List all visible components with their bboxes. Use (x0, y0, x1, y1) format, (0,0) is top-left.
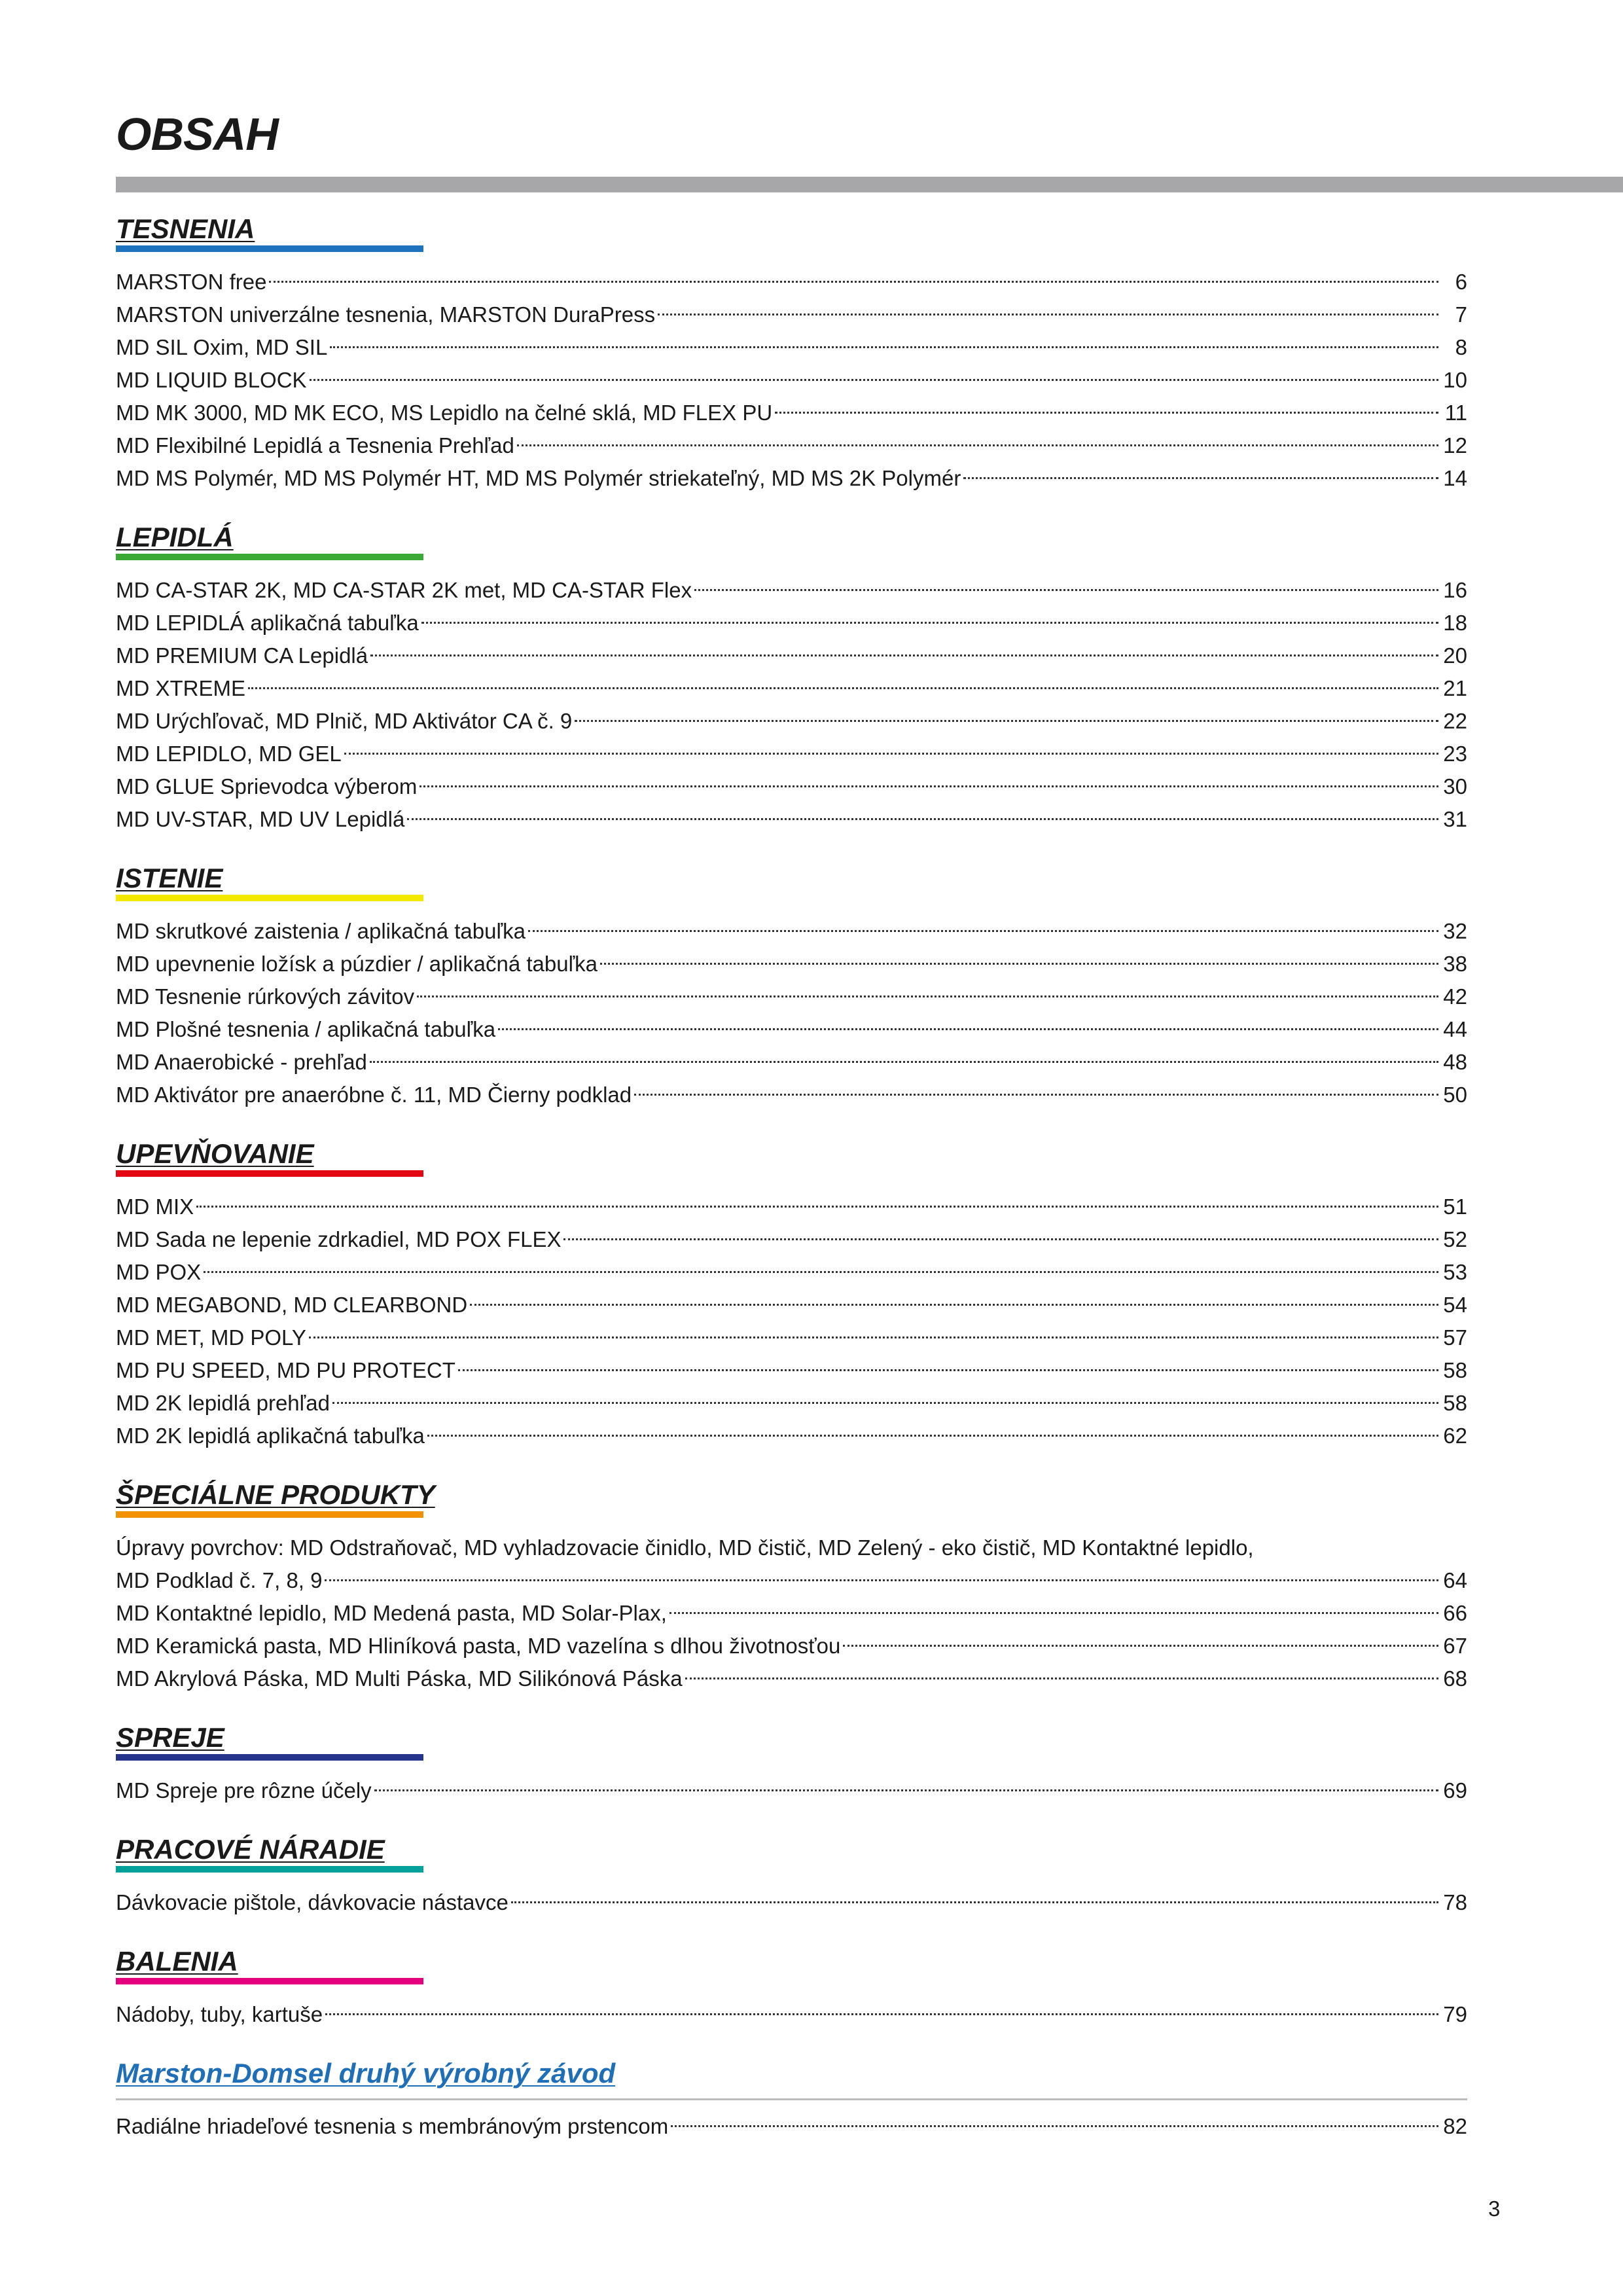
entry-page-number: 32 (1443, 919, 1467, 943)
title-divider-bar (116, 177, 1623, 192)
toc-entry[interactable] (116, 915, 1467, 948)
dot-leader (470, 1304, 1438, 1306)
toc-section (116, 1133, 1467, 1452)
toc-entry[interactable] (116, 607, 1467, 639)
entry-label: MD MIX (116, 1194, 194, 1219)
toc-entry[interactable] (116, 1079, 1467, 1111)
entry-list (116, 1774, 1467, 1807)
section-color-rule (116, 1754, 423, 1761)
toc-entry[interactable] (116, 397, 1467, 429)
entry-page-number: 78 (1443, 1890, 1467, 1914)
section-title: TESNENIA (116, 213, 255, 244)
section-title: PRACOVÉ NÁRADIE (116, 1834, 385, 1865)
entry-list (116, 1532, 1467, 1695)
toc-entry[interactable] (116, 1387, 1467, 1420)
entry-page-number: 82 (1443, 2114, 1467, 2138)
toc-entry[interactable] (116, 331, 1467, 364)
entry-page-number: 67 (1443, 1634, 1467, 1658)
entry-label: MD XTREME (116, 676, 245, 700)
dot-leader (671, 2125, 1438, 2127)
dot-leader (658, 314, 1438, 315)
entry-label: MD UV-STAR, MD UV Lepidlá (116, 807, 405, 831)
entry-page-number: 23 (1443, 742, 1467, 766)
dot-leader (407, 818, 1438, 820)
toc-section (116, 516, 1467, 836)
entry-page-number: 12 (1443, 433, 1467, 457)
entry-page-number: 69 (1443, 1778, 1467, 1803)
section-heading (116, 1941, 1467, 1986)
dot-leader (419, 785, 1438, 787)
page-title: OBSAH (116, 109, 278, 160)
entry-page-number: 21 (1443, 676, 1467, 700)
dot-leader (310, 379, 1438, 381)
section-title: Marston-Domsel druhý výrobný závod (116, 2058, 616, 2089)
entry-label: Dávkovacie pištole, dávkovacie nástavce (116, 1890, 508, 1914)
dot-leader (370, 1061, 1438, 1063)
entry-page-number: 10 (1443, 368, 1467, 392)
toc-section (116, 1941, 1467, 2031)
entry-label: MD upevnenie ložísk a púzdier / aplikačná tabuľka (116, 952, 598, 976)
entry-label: MD POX (116, 1260, 202, 1284)
toc-entry[interactable] (116, 803, 1467, 836)
entry-page-number: 79 (1443, 2002, 1467, 2026)
entry-list (116, 2110, 1467, 2143)
entry-label: MD PU SPEED, MD PU PROTECT (116, 1358, 455, 1382)
toc-entry[interactable] (116, 2110, 1467, 2143)
toc-entry[interactable] (116, 770, 1467, 803)
section-title: UPEVŇOVANIE (116, 1138, 314, 1169)
dot-leader (269, 281, 1438, 283)
entry-list (116, 915, 1467, 1111)
section-heading (116, 1474, 1467, 1520)
toc-entry[interactable] (116, 1191, 1467, 1223)
entry-page-number: 30 (1443, 774, 1467, 798)
entry-page-number: 18 (1443, 611, 1467, 635)
entry-page-number: 14 (1443, 466, 1467, 490)
toc-section (116, 2053, 1467, 2143)
dot-leader (563, 1238, 1438, 1240)
toc-entry[interactable] (116, 948, 1467, 980)
entry-label: MD Keramická pasta, MD Hliníková pasta, MD vazelína s dlhou životnosťou (116, 1634, 841, 1658)
entry-label: MD MET, MD POLY (116, 1325, 306, 1350)
toc-section (116, 857, 1467, 1111)
entry-label: MD 2K lepidlá prehľad (116, 1391, 330, 1415)
toc-entry[interactable] (116, 1289, 1467, 1321)
dot-leader (370, 655, 1438, 656)
entry-label: MD PREMIUM CA Lepidlá (116, 643, 368, 668)
dot-leader (685, 1677, 1438, 1679)
entry-page-number: 51 (1443, 1194, 1467, 1219)
toc-entry[interactable] (116, 1321, 1467, 1354)
entry-label: MARSTON univerzálne tesnenia, MARSTON DuraPress (116, 302, 656, 327)
entry-label: MD Kontaktné lepidlo, MD Medená pasta, MD Solar-Plax, (116, 1601, 667, 1625)
entry-page-number: 7 (1455, 302, 1467, 327)
toc-section (116, 1474, 1467, 1695)
entry-label: MD Plošné tesnenia / aplikačná tabuľka (116, 1017, 496, 1041)
entry-page-number: 52 (1443, 1227, 1467, 1251)
entry-page-number: 38 (1443, 952, 1467, 976)
entry-label: MD MS Polymér, MD MS Polymér HT, MD MS Polymér striekateľný, MD MS 2K Polymér (116, 466, 961, 490)
entry-page-number: 22 (1443, 709, 1467, 733)
section-heading (116, 1829, 1467, 1874)
entry-label: MD MEGABOND, MD CLEARBOND (116, 1293, 468, 1317)
entry-list (116, 1886, 1467, 1919)
dot-leader (421, 622, 1438, 624)
dot-leader (843, 1645, 1438, 1647)
entry-page-number: 64 (1443, 1568, 1467, 1592)
toc-entry[interactable] (116, 1630, 1467, 1662)
toc-entry[interactable] (116, 1998, 1467, 2031)
section-color-rule (116, 2098, 1467, 2100)
section-heading (116, 1133, 1467, 1179)
dot-leader (528, 930, 1438, 932)
entry-label: Nádoby, tuby, kartuše (116, 2002, 323, 2026)
toc-entry[interactable] (116, 1597, 1467, 1630)
entry-page-number: 6 (1455, 270, 1467, 294)
dot-leader (575, 720, 1438, 722)
toc-entry[interactable] (116, 1223, 1467, 1256)
entry-page-number: 50 (1443, 1083, 1467, 1107)
page-number: 3 (1488, 2197, 1501, 2221)
dot-leader (511, 1901, 1438, 1903)
entry-label: MD Podklad č. 7, 8, 9 (116, 1568, 323, 1592)
entry-page-number: 31 (1443, 807, 1467, 831)
dot-leader (248, 687, 1438, 689)
entry-page-number: 48 (1443, 1050, 1467, 1074)
toc-entry[interactable] (116, 1774, 1467, 1807)
dot-leader (694, 589, 1438, 591)
toc-entry[interactable] (116, 429, 1467, 462)
dot-leader (634, 1094, 1438, 1096)
entry-page-number: 53 (1443, 1260, 1467, 1284)
dot-leader (517, 444, 1438, 446)
entry-label: MD skrutkové zaistenia / aplikačná tabuľka (116, 919, 526, 943)
entry-page-number: 54 (1443, 1293, 1467, 1317)
entry-label: MD Anaerobické - prehľad (116, 1050, 367, 1074)
entry-page-number: 42 (1443, 984, 1467, 1009)
section-color-rule (116, 554, 423, 560)
toc-entry[interactable] (116, 1420, 1467, 1452)
entry-list (116, 266, 1467, 495)
toc-entry[interactable] (116, 980, 1467, 1013)
entry-label: MD MK 3000, MD MK ECO, MS Lepidlo na čelné sklá, MD FLEX PU (116, 401, 773, 425)
entry-page-number: 57 (1443, 1325, 1467, 1350)
entry-page-number: 20 (1443, 643, 1467, 668)
entry-list (116, 1998, 1467, 2031)
entry-page-number: 44 (1443, 1017, 1467, 1041)
toc-section (116, 208, 1467, 495)
dot-leader (204, 1271, 1438, 1273)
entry-label: MD GLUE Sprievodca výberom (116, 774, 418, 798)
entry-page-number: 16 (1443, 578, 1467, 602)
entry-label: MD Aktivátor pre anaeróbne č. 11, MD Čierny podklad (116, 1083, 632, 1107)
entry-label: MD Spreje pre rôzne účely (116, 1778, 372, 1803)
entry-label: MD LEPIDLÁ aplikačná tabuľka (116, 611, 419, 635)
table-of-contents (116, 208, 1467, 2164)
section-color-rule (116, 895, 423, 901)
toc-section (116, 1717, 1467, 1807)
toc-entry[interactable] (116, 1662, 1467, 1695)
dot-leader (600, 963, 1438, 965)
section-color-rule (116, 1511, 423, 1518)
entry-label: MD LIQUID BLOCK (116, 368, 307, 392)
section-color-rule (116, 1978, 423, 1984)
toc-entry[interactable] (116, 462, 1467, 495)
toc-entry[interactable] (116, 574, 1467, 607)
entry-label: Radiálne hriadeľové tesnenia s membránovým prstencom (116, 2114, 669, 2138)
entry-page-number: 66 (1443, 1601, 1467, 1625)
section-heading (116, 208, 1467, 254)
entry-label: MD Urýchľovač, MD Plnič, MD Aktivátor CA č. 9 (116, 709, 573, 733)
entry-list (116, 1191, 1467, 1452)
dot-leader (374, 1789, 1438, 1791)
dot-leader (196, 1206, 1438, 1208)
dot-leader (330, 346, 1438, 348)
section-heading (116, 1717, 1467, 1763)
dot-leader (775, 412, 1438, 414)
toc-entry[interactable] (116, 672, 1467, 705)
dot-leader (458, 1369, 1438, 1371)
section-title: LEPIDLÁ (116, 522, 234, 552)
entry-label: MD Sada ne lepenie zdrkadiel, MD POX FLEX (116, 1227, 562, 1251)
section-color-rule (116, 1866, 423, 1873)
toc-section (116, 1829, 1467, 1919)
toc-entry[interactable] (116, 738, 1467, 770)
entry-page-number: 68 (1443, 1666, 1467, 1691)
toc-entry[interactable] (116, 266, 1467, 298)
section-heading (116, 857, 1467, 903)
toc-entry[interactable] (116, 1886, 1467, 1919)
entry-label: MD Akrylová Páska, MD Multi Páska, MD Silikónová Páska (116, 1666, 683, 1691)
entry-label: MD LEPIDLO, MD GEL (116, 742, 342, 766)
section-heading (116, 2053, 1467, 2098)
dot-leader (963, 477, 1438, 479)
toc-entry[interactable] (116, 1013, 1467, 1046)
entry-label: MD CA-STAR 2K, MD CA-STAR 2K met, MD CA-STAR Flex (116, 578, 692, 602)
section-title: SPREJE (116, 1722, 224, 1753)
entry-label: MARSTON free (116, 270, 267, 294)
dot-leader (332, 1402, 1438, 1404)
dot-leader (309, 1336, 1438, 1338)
dot-leader (325, 2013, 1438, 2015)
entry-label: MD SIL Oxim, MD SIL (116, 335, 328, 359)
dot-leader (417, 996, 1438, 997)
entry-page-number: 58 (1443, 1391, 1467, 1415)
section-title: ISTENIE (116, 863, 223, 893)
entry-label: MD 2K lepidlá aplikačná tabuľka (116, 1424, 425, 1448)
toc-entry[interactable] (116, 364, 1467, 397)
entry-label: MD Tesnenie rúrkových závitov (116, 984, 415, 1009)
dot-leader (427, 1435, 1438, 1437)
dot-leader (344, 753, 1438, 755)
entry-label: MD Flexibilné Lepidlá a Tesnenia Prehľad (116, 433, 514, 457)
toc-entry[interactable] (116, 1564, 1467, 1597)
section-color-rule (116, 245, 423, 252)
dot-leader (498, 1028, 1438, 1030)
section-heading (116, 516, 1467, 562)
entry-page-number: 8 (1455, 335, 1467, 359)
toc-entry[interactable] (116, 705, 1467, 738)
section-title: ŠPECIÁLNE PRODUKTY (116, 1479, 435, 1510)
entry-page-number: 58 (1443, 1358, 1467, 1382)
dot-leader (325, 1579, 1438, 1581)
dot-leader (669, 1612, 1438, 1614)
section-color-rule (116, 1170, 423, 1177)
entry-list (116, 574, 1467, 836)
section-title: BALENIA (116, 1946, 238, 1977)
toc-entry[interactable] (116, 1256, 1467, 1289)
entry-intro-text: Úpravy povrchov: MD Odstraňovač, MD vyhladzovacie činidlo, MD čistič, MD Zelený - eko čistič, MD Kontaktné lepidlo, (116, 1535, 1254, 1560)
toc-entry[interactable] (116, 1354, 1467, 1387)
toc-entry[interactable] (116, 1046, 1467, 1079)
toc-entry[interactable] (116, 639, 1467, 672)
entry-page-number: 11 (1444, 401, 1467, 425)
entry-page-number: 62 (1443, 1424, 1467, 1448)
toc-entry[interactable] (116, 298, 1467, 331)
